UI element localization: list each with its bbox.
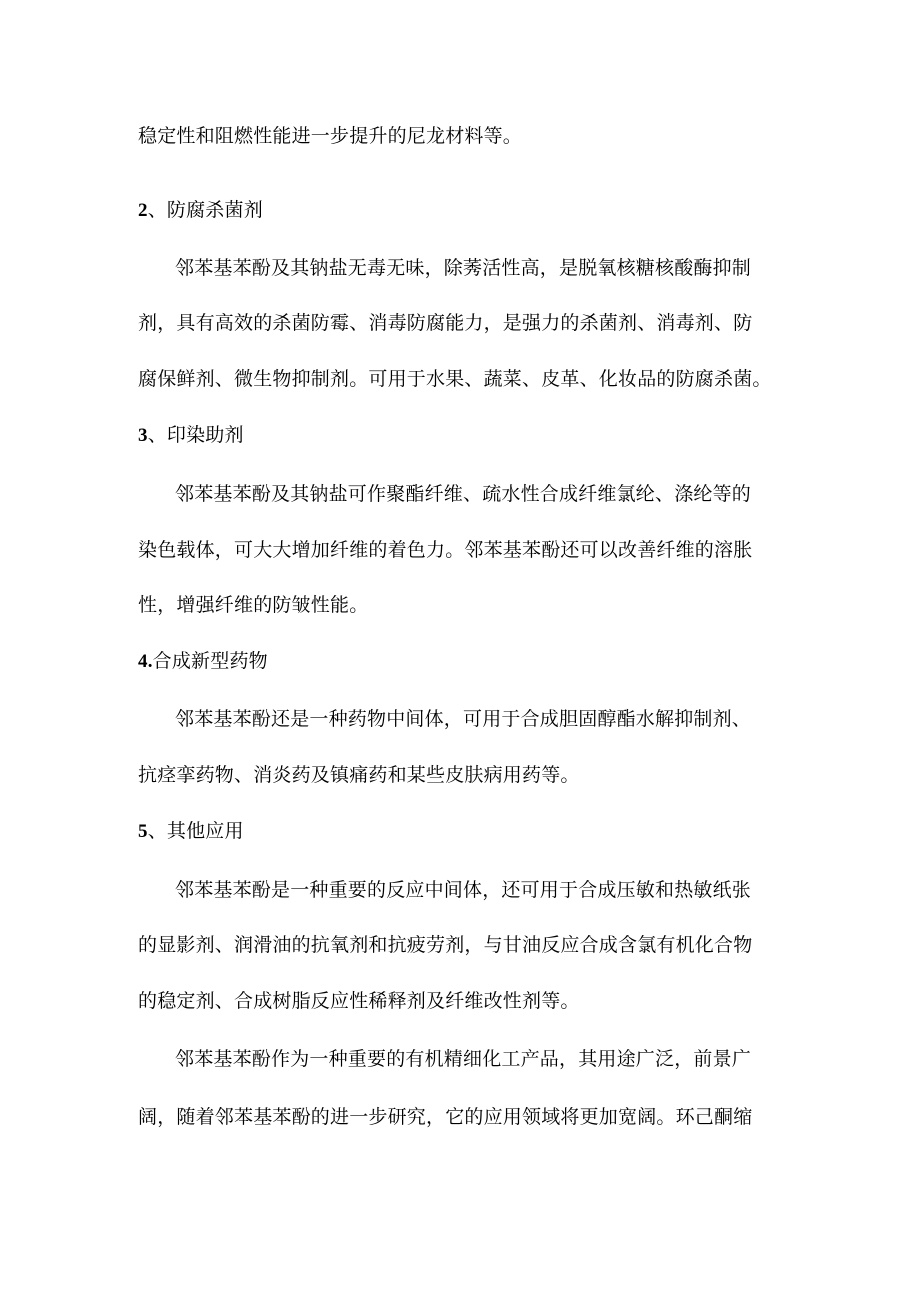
section-heading-2 bbox=[138, 195, 788, 226]
paragraph-line: 的显影剂、润滑油的抗氧剂和抗疲劳剂，与甘油反应合成含氯有机化合物 bbox=[138, 934, 753, 956]
paragraph-line: 邻苯基苯酚及其钠盐可作聚酯纤维、疏水性合成纤维氯纶、涤纶等的 bbox=[175, 483, 752, 505]
paragraph-line: 邻苯基苯酚还是一种药物中间体，可用于合成胆固醇酯水解抑制剂、 bbox=[175, 708, 752, 730]
paragraph-line: 染色载体，可大大增加纤维的着色力。邻苯基苯酚还可以改善纤维的溶胀 bbox=[138, 539, 753, 561]
heading-text: 、其他应用 bbox=[147, 820, 244, 842]
paragraph-line: 的稳定剂、合成树脂反应性稀释剂及纤维改性剂等。 bbox=[138, 990, 580, 1012]
section-heading-5 bbox=[138, 816, 788, 847]
heading-text: 、防腐杀菌剂 bbox=[147, 199, 263, 221]
heading-text: 合成新型药物 bbox=[152, 650, 268, 672]
section-heading-4 bbox=[138, 646, 788, 677]
paragraph-line: 腐保鲜剂、微生物抑制剂。可用于水果、蔬菜、皮革、化妆品的防腐杀菌。 bbox=[138, 368, 772, 390]
heading-number: 3 bbox=[138, 425, 148, 446]
heading-number: 4. bbox=[138, 651, 153, 672]
paragraph-line: 阔，随着邻苯基苯酚的进一步研究，它的应用领域将更加宽阔。环己酮缩 bbox=[138, 1106, 753, 1128]
paragraph-line: 性，增强纤维的防皱性能。 bbox=[138, 594, 369, 616]
paragraph-line: 邻苯基苯酚是一种重要的反应中间体，还可用于合成压敏和热敏纸张 bbox=[175, 879, 752, 901]
section-heading-3 bbox=[138, 420, 788, 451]
paragraph-line: 剂，具有高效的杀菌防霉、消毒防腐能力，是强力的杀菌剂、消毒剂、防 bbox=[138, 312, 753, 334]
heading-text: 、印染助剂 bbox=[147, 424, 244, 446]
paragraph-line: 稳定性和阻燃性能进一步提升的尼龙材料等。 bbox=[138, 125, 523, 147]
paragraph-line: 邻苯基苯酚作为一种重要的有机精细化工产品，其用途广泛，前景广 bbox=[175, 1048, 752, 1070]
paragraph-line: 抗痉挛药物、消炎药及镇痛药和某些皮肤病用药等。 bbox=[138, 764, 580, 786]
heading-number: 2 bbox=[138, 200, 148, 221]
heading-number: 5 bbox=[138, 821, 148, 842]
paragraph-line: 邻苯基苯酚及其钠盐无毒无味，除莠活性高，是脱氧核糖核酸酶抑制 bbox=[175, 257, 752, 279]
